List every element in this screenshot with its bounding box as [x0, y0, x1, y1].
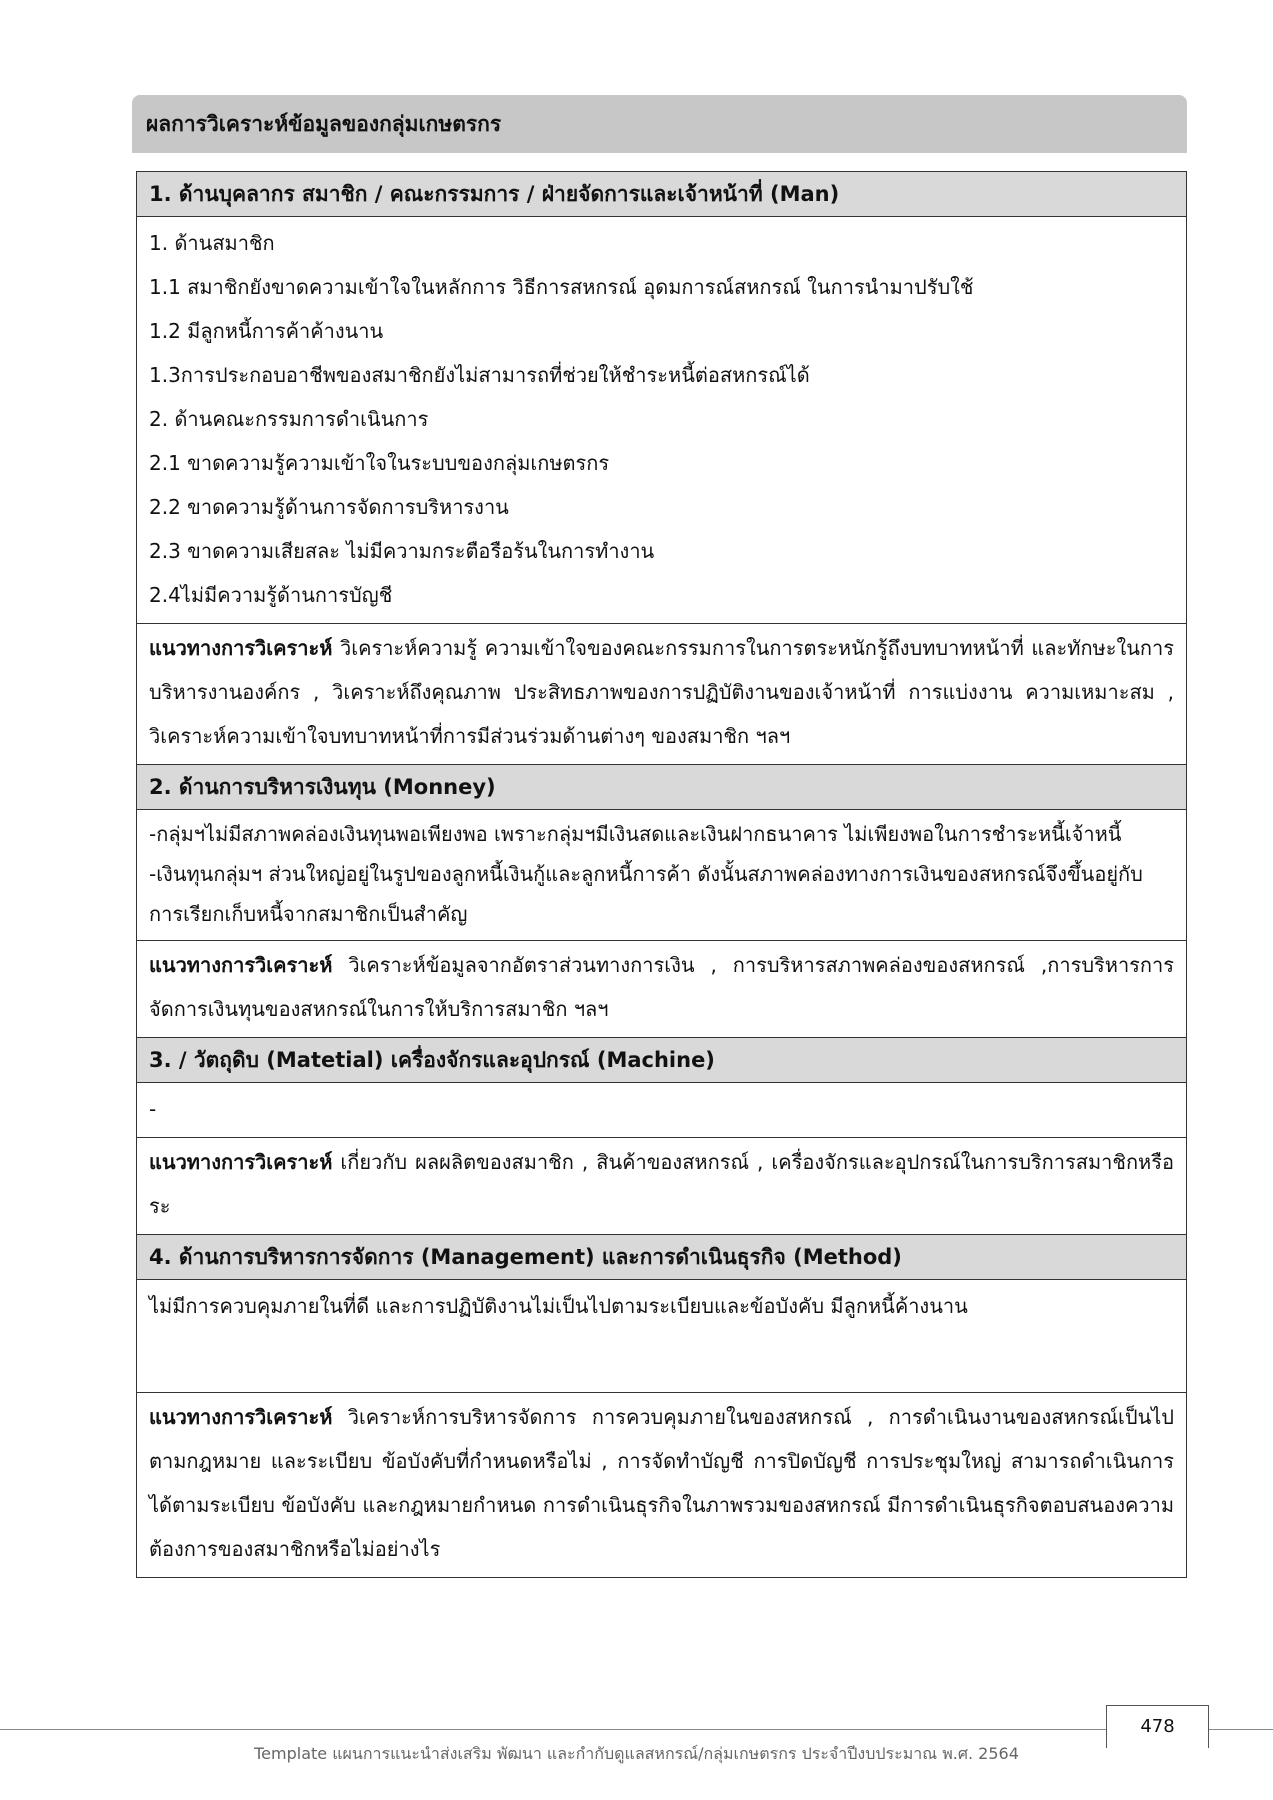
analysis-label: แนวทางการวิเคราะห์ — [149, 953, 333, 977]
list-item: 2.4ไม่มีความรู้ด้านการบัญชี — [149, 583, 393, 607]
section-1-body — [137, 217, 1186, 624]
analysis-label: แนวทางการวิเคราะห์ — [149, 1405, 333, 1429]
list-item: 1.1 สมาชิกยังขาดความเข้าใจในหลักการ วิธีการสหกรณ์ อุดมการณ์สหกรณ์ ในการนำมาปรับใช้ — [149, 275, 974, 299]
section-1-analysis — [137, 624, 1186, 765]
list-item: - — [149, 1097, 157, 1121]
list-item: ไม่มีการควบคุมภายในที่ดี และการปฏิบัติงานไม่เป็นไปตามระเบียบและข้อบังคับ มีลูกหนี้ค้างนาน — [149, 1294, 968, 1318]
footer-text: Template แผนการแนะนำส่งเสริม พัฒนา และกำกับดูแลสหกรณ์/กลุ่มเกษตรกร ประจำปีงบประมาณ พ.ศ. 2564 — [254, 1744, 1019, 1763]
section-3-heading: 3. / วัตถุดิบ (Matetial) เครื่องจักรและอุปกรณ์ (Machine) — [137, 1038, 1186, 1083]
section-2-heading: 2. ด้านการบริหารเงินทุน (Monney) — [137, 765, 1186, 810]
analysis-text: เกี่ยวกับ ผลผลิตของสมาชิก , สินค้าของสหกรณ์ , เครื่องจักรและอุปกรณ์ในการบริการสมาชิกหรือระ — [149, 1150, 1174, 1218]
list-item: 2.2 ขาดความรู้ด้านการจัดการบริหารงาน — [149, 495, 509, 519]
list-item: 2.3 ขาดความเสียสละ ไม่มีความกระตือรือร้นในการทำงาน — [149, 539, 655, 563]
section-4-heading: 4. ด้านการบริหารการจัดการ (Management) และการดำเนินธุรกิจ (Method) — [137, 1235, 1186, 1280]
page-title: ผลการวิเคราะห์ข้อมูลของกลุ่มเกษตรกร — [132, 95, 1187, 153]
section-2-body — [137, 810, 1186, 941]
analysis-label: แนวทางการวิเคราะห์ — [149, 1150, 333, 1174]
section-3-analysis — [137, 1138, 1186, 1235]
list-item: 2. ด้านคณะกรรมการดำเนินการ — [149, 407, 429, 431]
analysis-text: วิเคราะห์ข้อมูลจากอัตราส่วนทางการเงิน , การบริหารสภาพคล่องของสหกรณ์ ,การบริหารการจัดการเงินทุนของสหกรณ์ในการให้บริการสมาชิก ฯลฯ — [149, 953, 1174, 1021]
analysis-label: แนวทางการวิเคราะห์ — [149, 636, 333, 660]
analysis-text: วิเคราะห์การบริหารจัดการ การควบคุมภายในของสหกรณ์ , การดำเนินงานของสหกรณ์เป็นไปตามกฎหมาย และระเบียบ ข้อบังคับที่กำหนดหรือไม่ , การจัดทำบัญชี การปิดบัญชี การประชุมใหญ่ สามารถดำเนินการได้ตามระเบียบ ข้อบังคับ และกฎหมายกำหนด การดำเนินธุรกิจในภาพรวมของสหกรณ์ มีการดำเนินธุรกิจตอบสนองความต้องการของสมาชิกหรือไม่อย่างไร — [149, 1405, 1174, 1561]
section-4-body — [137, 1280, 1186, 1393]
section-1-heading: 1. ด้านบุคลากร สมาชิก / คณะกรรมการ / ฝ่ายจัดการและเจ้าหน้าที่ (Man) — [137, 172, 1186, 217]
analysis-text: วิเคราะห์ความรู้ ความเข้าใจของคณะกรรมการในการตระหนักรู้ถึงบทบาทหน้าที่ และทักษะในการบริหารงานองค์กร , วิเคราะห์ถึงคุณภาพ ประสิทธภาพของการปฏิบัติงานของเจ้าหน้าที่ การแบ่งงาน ความเหมาะสม , วิเคราะห์ความเข้าใจบทบาทหน้าที่การมีส่วนร่วมด้านต่างๆ ของสมาชิก ฯลฯ — [149, 636, 1174, 748]
section-4-analysis — [137, 1393, 1186, 1577]
list-item: 1. ด้านสมาชิก — [149, 231, 275, 255]
section-2-analysis — [137, 941, 1186, 1038]
list-item: 2.1 ขาดความรู้ความเข้าใจในระบบของกลุ่มเกษตรกร — [149, 451, 610, 475]
list-item: -กลุ่มฯไม่มีสภาพคล่องเงินทุนพอเพียงพอ เพราะกลุ่มฯมีเงินสดและเงินฝากธนาคาร ไม่เพียงพอในการชำระหนี้เจ้าหนี้ — [149, 822, 1122, 846]
list-item: -เงินทุนกลุ่มฯ ส่วนใหญ่อยู่ในรูปของลูกหนี้เงินกู้และลูกหนี้การค้า ดังนั้นสภาพคล่องทางการเงินของสหกรณ์จึงขึ้นอยู่กับการเรียกเก็บหนี้จากสมาชิกเป็นสำคัญ — [149, 862, 1143, 926]
analysis-table — [136, 171, 1187, 1578]
list-item: 1.3การประกอบอาชีพของสมาชิกยังไม่สามารถที่ช่วยให้ชำระหนี้ต่อสหกรณ์ได้ — [149, 363, 810, 387]
list-item: 1.2 มีลูกหนี้การค้าค้างนาน — [149, 319, 384, 343]
footer-divider — [0, 1729, 1273, 1730]
page-number: 478 — [1106, 1705, 1209, 1748]
section-3-body — [137, 1083, 1186, 1138]
